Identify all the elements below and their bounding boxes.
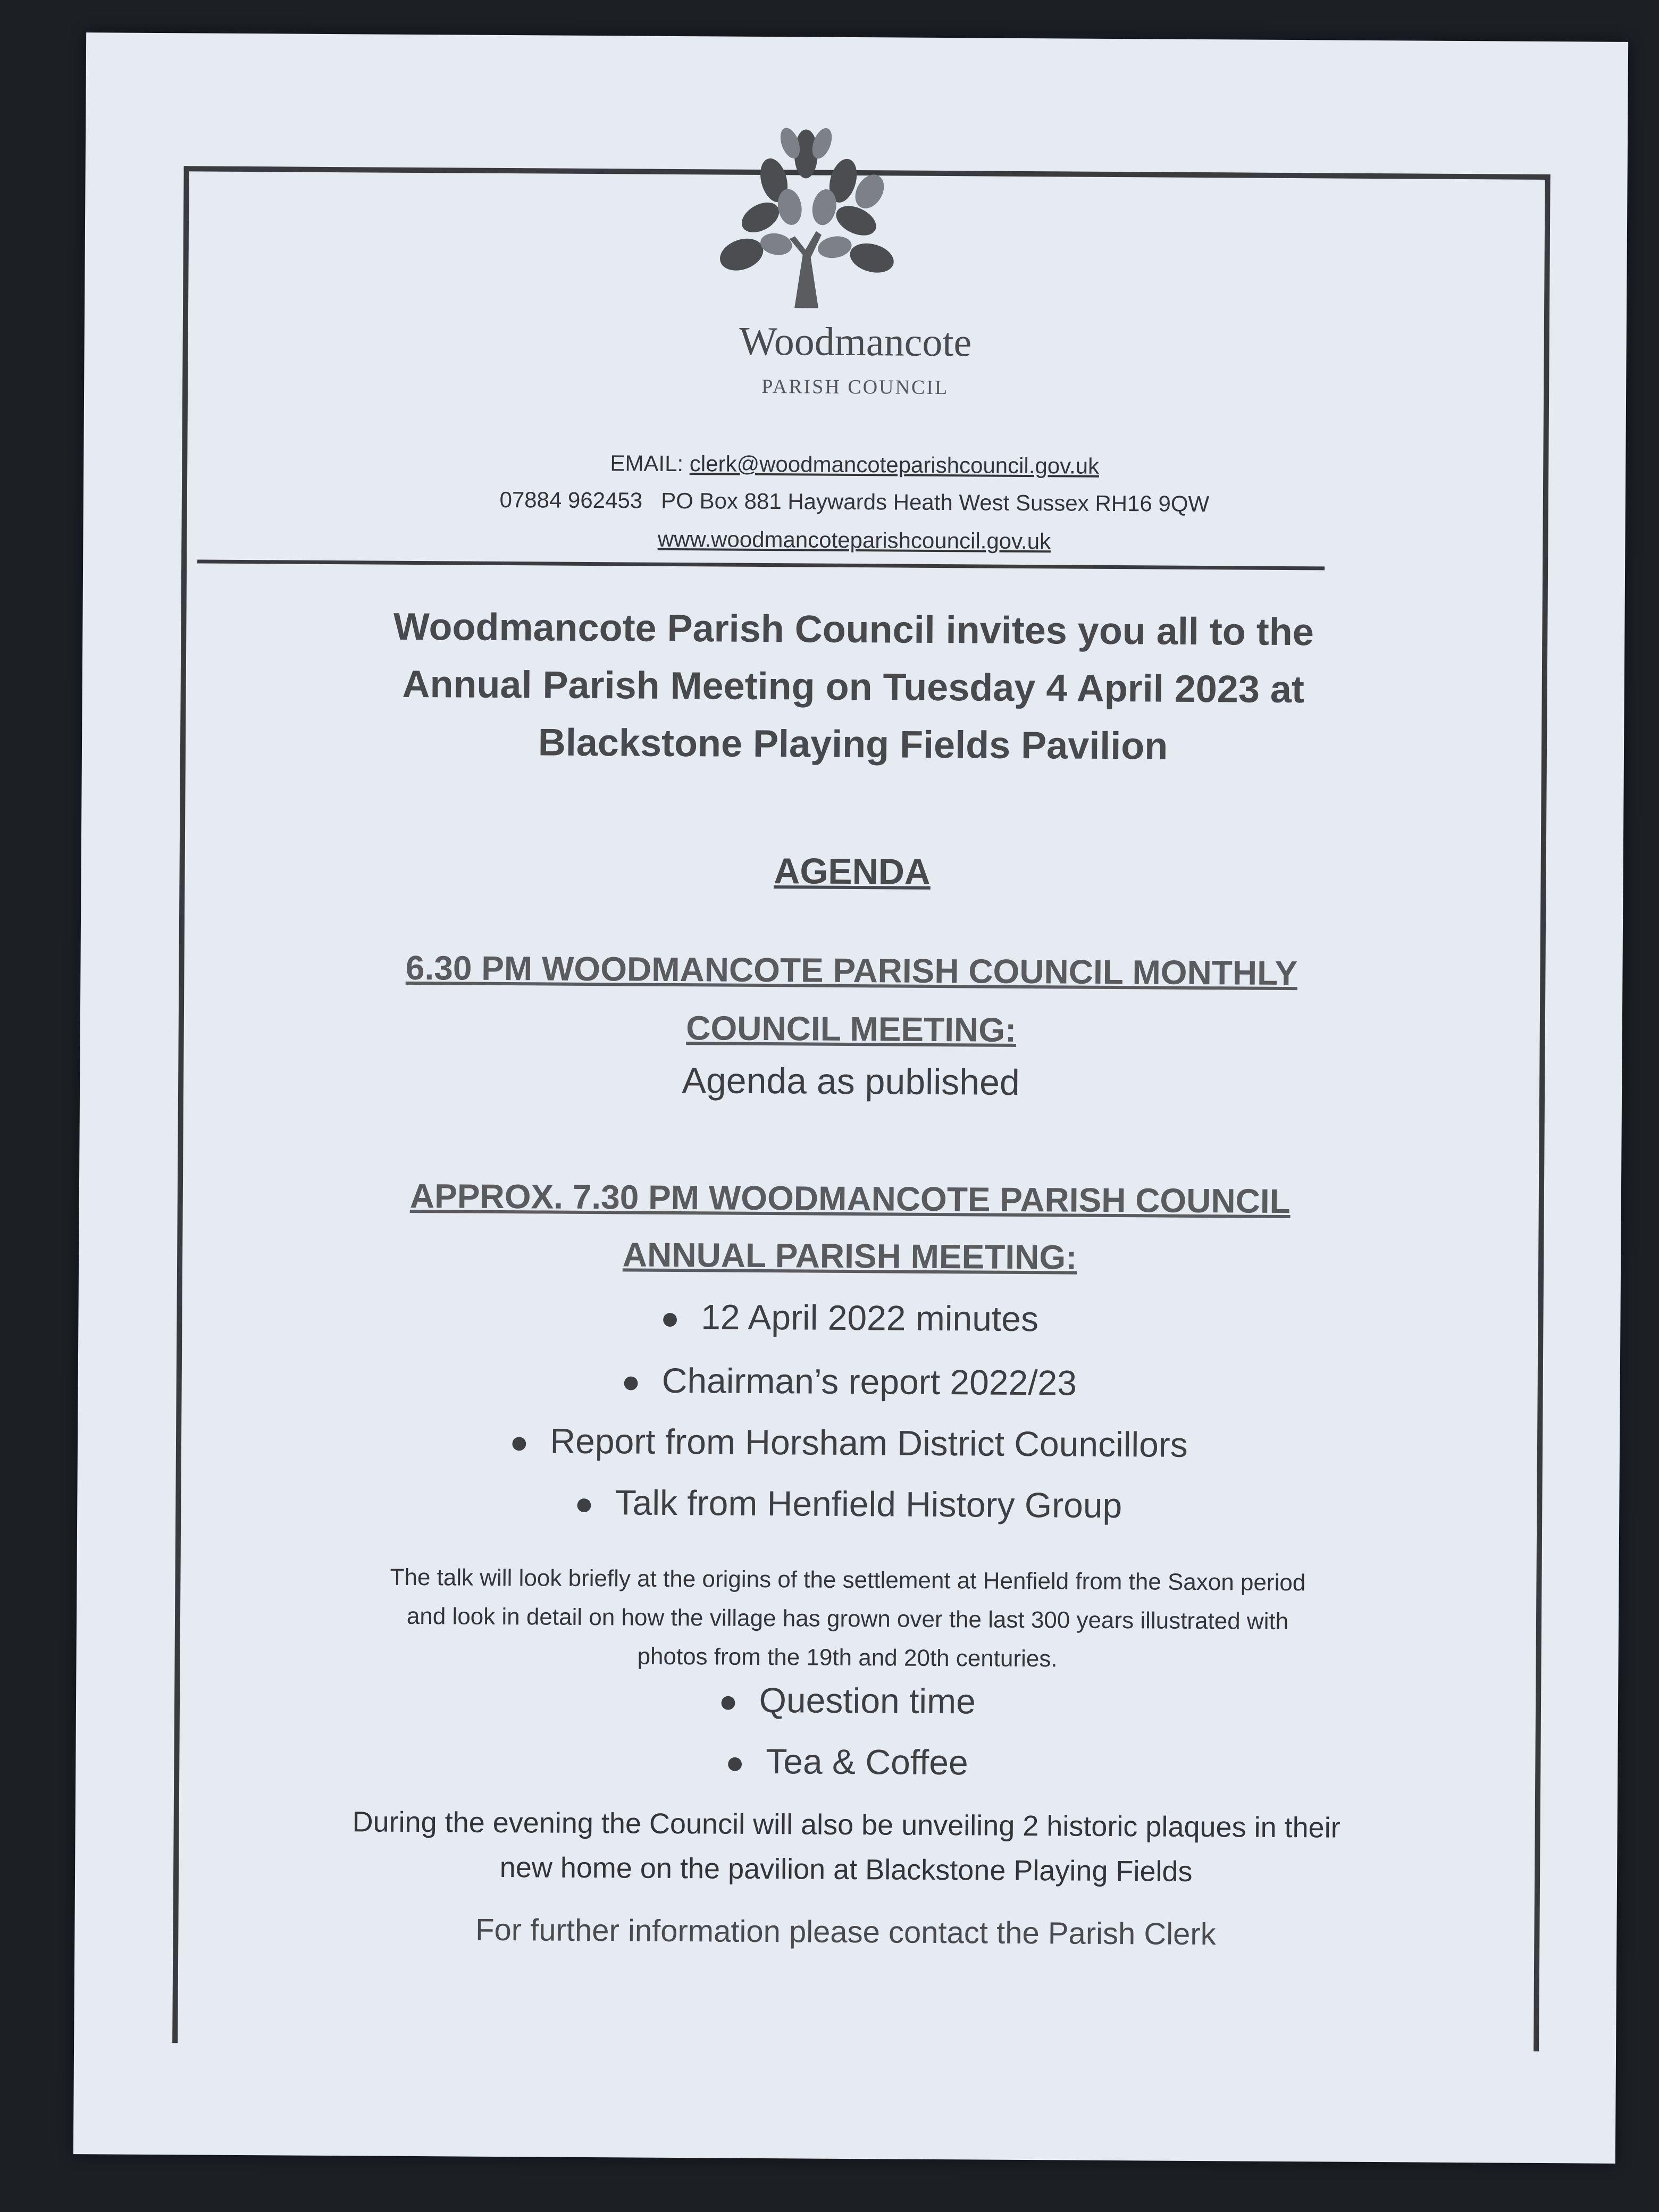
org-subtitle: PARISH COUNCIL	[761, 375, 949, 399]
plaque-unveiling-note	[171, 1798, 1522, 1896]
bullet-icon: ●	[718, 1683, 738, 1719]
talk-description-line-3: photos from the 19th and 20th centuries.	[637, 1643, 1058, 1672]
talk-description	[188, 1556, 1507, 1681]
flyer-content	[86, 32, 1628, 1952]
bullet-icon: ●	[574, 1485, 594, 1522]
oak-tree-logo-icon	[709, 121, 902, 308]
annual-meeting-heading	[79, 1165, 1621, 1289]
further-info: For further information please contact the Parish Clerk	[475, 1912, 1216, 1952]
agenda-item-text: Chairman’s report 2022/23	[661, 1360, 1077, 1403]
invitation-headline	[82, 596, 1625, 778]
headline-line-1: Woodmancote Parish Council invites you all to the	[393, 605, 1314, 654]
monthly-meeting-heading-line-2: COUNCIL MEETING:	[686, 1009, 1017, 1049]
website-link[interactable]: www.woodmancoteparishcouncil.gov.uk	[657, 526, 1051, 554]
agenda-item-text: Talk from Henfield History Group	[615, 1482, 1122, 1526]
org-name: Woodmancote	[739, 319, 972, 365]
monthly-meeting-note: Agenda as published	[682, 1060, 1020, 1103]
email-label: EMAIL:	[610, 450, 690, 476]
bullet-icon: ●	[725, 1744, 745, 1780]
phone-number: 07884 962453	[499, 487, 643, 513]
plaque-note-line-1: During the evening the Council will also be unveiling 2 historic plaques in their	[352, 1806, 1340, 1844]
headline-line-3: Blackstone Playing Fields Pavilion	[538, 721, 1168, 768]
plaque-note-line-2: new home on the pavilion at Blackstone Playing Fields	[499, 1851, 1193, 1888]
monthly-meeting-heading	[80, 936, 1622, 1063]
email-link[interactable]: clerk@woodmancoteparishcouncil.gov.uk	[689, 451, 1100, 479]
monthly-meeting-heading-line-1: 6.30 PM WOODMANCOTE PARISH COUNCIL MONTHLY	[405, 948, 1298, 993]
talk-description-line-2: and look in detail on how the village has grown over the last 300 years illustrated with	[406, 1603, 1289, 1635]
bullet-icon: ●	[621, 1363, 641, 1400]
talk-description-line-1: The talk will look briefly at the origins of the settlement at Henfield from the Saxon period	[390, 1564, 1306, 1596]
agenda-item-text: 12 April 2022 minutes	[701, 1297, 1039, 1339]
agenda-title: AGENDA	[774, 851, 931, 892]
annual-meeting-heading-line-1: APPROX. 7.30 PM WOODMANCOTE PARISH COUNCIL	[409, 1176, 1291, 1221]
headline-line-2: Annual Parish Meeting on Tuesday 4 April 2023 at	[402, 663, 1305, 711]
annual-meeting-heading-line-2: ANNUAL PARISH MEETING:	[622, 1235, 1077, 1277]
bullet-icon: ●	[509, 1424, 529, 1460]
bullet-icon: ●	[660, 1300, 680, 1336]
agenda-item-text: Tea & Coffee	[766, 1741, 968, 1782]
agenda-item-text: Question time	[759, 1680, 976, 1721]
postal-address: PO Box 881 Haywards Heath West Sussex RH16 9QW	[661, 488, 1210, 517]
flyer-page	[73, 32, 1628, 2164]
agenda-item-text: Report from Horsham District Councillors	[550, 1421, 1188, 1464]
